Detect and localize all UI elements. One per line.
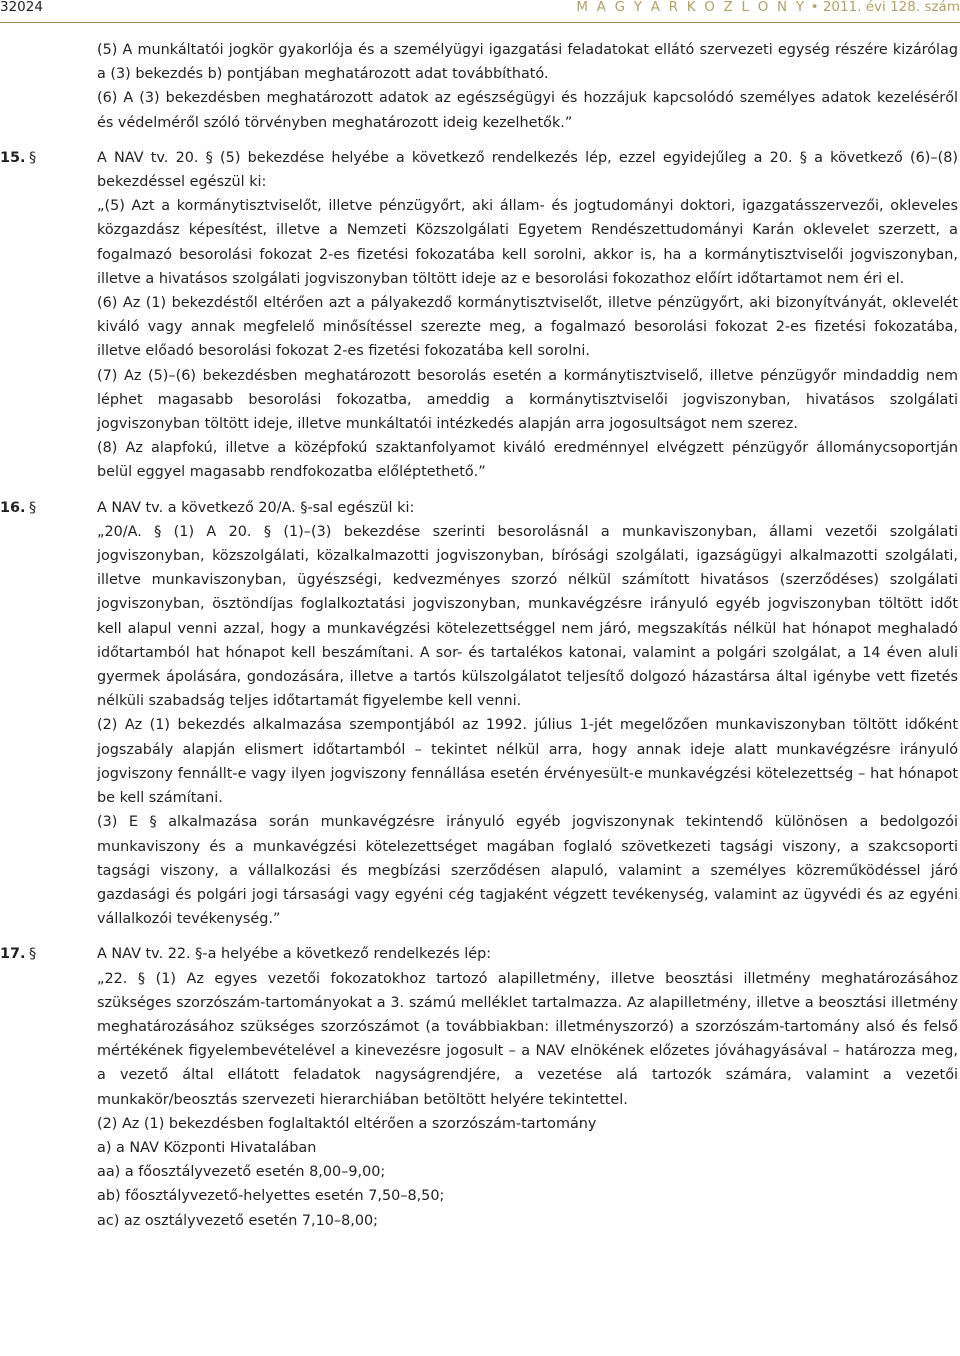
list-item: ab) főosztályvezető-helyettes esetén 7,50–8,50; <box>97 1188 445 1205</box>
section-paragraph: (2) Az (1) bekezdésben foglaltaktól eltérően a szorzószám-tartomány <box>97 1115 597 1132</box>
section-paragraph: „(5) Azt a kormánytisztviselőt, illetve pénzügyőrt, aki állam- és jogtudományi doktori, igazgatásszervezői, okleveles közgazdász képesítést, illetve a Nemzeti Közszolgálati Egyetem Rendészettudományi Karán oklevelet szerzett, a fogalmazó besorolási fokozat 2-es fizetési fokozatába kell sorolni, akkor is, ha a kormánytisztviselői jogviszonyban, illetve a hivatásos szolgálati jogviszonyban töltött ideje az e besorolási fokozathoz előírt időtartamot nem éri el. <box>97 198 958 287</box>
section-symbol: § <box>29 149 37 166</box>
list-item: a) a NAV Központi Hivatalában <box>97 1139 317 1156</box>
section-number: 15. <box>0 149 26 166</box>
intro-paragraph: (6) A (3) bekezdésben meghatározott adatok az egészségügyi és hozzájuk kapcsolódó személyes adatok kezeléséről és védelméről szóló törvényben meghatározott ideig kezelhetők.” <box>97 90 958 131</box>
section-number: 17. <box>0 946 26 963</box>
section-paragraph: (6) Az (1) bekezdéstől eltérően azt a pályakezdő kormánytisztviselőt, illetve pénzügyőrt, aki bizonyítványát, oklevelét kiváló vagy annak megfelelő minősítéssel szerezte meg, a fogalmazó besorolási fokozat 2-es fizetési fokozatába, illetve előadó besorolási fokozat 2-es fizetési fokozatába kell sorolni. <box>97 295 958 360</box>
section-paragraph: (8) Az alapfokú, illetve a középfokú szaktanfolyamot kiváló eredménnyel elvégzett pénzügyőr állománycsoportján belül eggyel magasabb rendfokozatba előléptethető.” <box>97 440 958 481</box>
section-number: 16. <box>0 499 26 516</box>
publication-title: M A G Y A R K Ö Z L Ö N Y <box>576 0 807 15</box>
section-17 <box>0 942 958 1232</box>
section-paragraph: A NAV tv. a következő 20/A. §-sal egészül ki: <box>97 499 415 516</box>
section-paragraph: A NAV tv. 20. § (5) bekezdése helyébe a következő rendelkezés lép, ezzel egyidejűleg a 20. § a következő (6)–(8) bekezdéssel egészül ki: <box>97 149 958 191</box>
list-item: ac) az osztályvezető esetén 7,10–8,00; <box>97 1212 379 1229</box>
section-paragraph: (2) Az (1) bekezdés alkalmazása szempontjából az 1992. július 1-jét megelőzően munkaviszonyban töltött időként jogszabály alapján elismert időtartamból – tekintet nélkül arra, hogy annak ideje alatt munkavégzésre irányuló jogviszony fennállt-e vagy ilyen jogviszony fennállása esetén érvényesült-e munkavégzési kötelezettség – hat hónapot be kell számítani. <box>97 717 958 807</box>
section-paragraph: „20/A. § (1) A 20. § (1)–(3) bekezdése szerinti besorolásnál a munkaviszonyban, állami vezetői szolgálati jogviszonyban, közszolgálati, közalkalmazotti jogviszonyban, bírósági szolgálati, igazságügyi alkalmazotti szolgálati, illetve munkaviszonyban, ügyészségi, kedvezményes szorzó nélkül számított hivatásos (szerződéses) szolgálati jogviszonyban, ösztöndíjas foglalkoztatási jogviszonyban, munkavégzésre irányuló egyéb jogviszonyban töltött időt kell alapul venni azzal, hogy a munkavégzési kötelezettséggel nem járó, megszakítás nélkül hat hónapot meghaladó időtartamból hat hónapot kell beszámítani. A sor- és tartalékos katonai, valamint a polgári szolgálat, a 14 éven aluli gyermek ápolására, gondozására, illetve a tartós külszolgálatot teljesítő dolgozó házastársa által igénybe vett fizetés nélküli szabadság teljes időtartamát figyelembe kell venni. <box>97 523 958 710</box>
page-number: 32024 <box>0 0 43 15</box>
document-body <box>0 38 958 1233</box>
publication-issue: • 2011. évi 128. szám <box>810 0 960 15</box>
section-paragraph: (7) Az (5)–(6) bekezdésben meghatározott besorolás esetén a kormánytisztviselő, illetve pénzügyőr mindaddig nem léphet magasabb besorolási fokozatba, ameddig a kormánytisztviselői jogviszonyban, hivatásos szolgálati jogviszonyban töltött ideje, illetve munkáltatói intézkedés alapján arra jogosultságot nem szerez. <box>97 367 958 433</box>
section-paragraph: A NAV tv. 22. §-a helyébe a következő rendelkezés lép: <box>97 946 492 963</box>
intro-paragraph: (5) A munkáltatói jogkör gyakorlója és a személyügyi igazgatási feladatokat ellátó szervezeti egység részére kizárólag a (3) bekezdés b) pontjában meghatározott adat továbbítható. <box>97 42 958 83</box>
intro-block <box>97 38 958 135</box>
section-symbol: § <box>29 499 37 516</box>
page-header <box>0 0 960 20</box>
section-15 <box>0 146 958 485</box>
section-symbol: § <box>29 946 37 963</box>
section-paragraph: (3) E § alkalmazása során munkavégzésre irányuló egyéb jogviszonynak tekintendő különösen a bedolgozói munkaviszony és a munkavégzési kötelezettséget magában foglaló szövetkezeti tagsági viszony, a szakcsoporti tagsági viszony, a vállalkozási és megbízási szerződésen alapuló, valamint a személyes közreműködéssel járó gazdasági és polgári jogi társasági vagy egyéni cég tagjaként végzett tevékenység, valamint az ügyvédi és az egyéni vállalkozói tevékenység.” <box>97 814 958 928</box>
section-paragraph: „22. § (1) Az egyes vezetői fokozatokhoz tartozó alapilletmény, illetve beosztási illetmény meghatározásához szükséges szorzószám-tartományokat a 3. számú melléklet tartalmazza. Az alapilletmény, illetve a beosztási illetmény meghatározásához szükséges szorzószámot (a továbbiakban: illetményszorzó) a szorzószám-tartomány alsó és felső mértékének figyelembevételével a kinevezésre jogosult – a NAV elnökének előzetes jóváhagyásával – határozza meg, a vezető által ellátott feladatok nagyságrendjére, a vezetése alá tartozók számára, valamint a vezetői munkakör/beosztás szervezeti hierarchiában betöltött helyére tekintettel. <box>97 970 958 1108</box>
publication-info <box>576 0 960 15</box>
section-16 <box>0 496 958 932</box>
header-divider <box>0 22 960 23</box>
list-item: aa) a főosztályvezető esetén 8,00–9,00; <box>97 1164 386 1181</box>
